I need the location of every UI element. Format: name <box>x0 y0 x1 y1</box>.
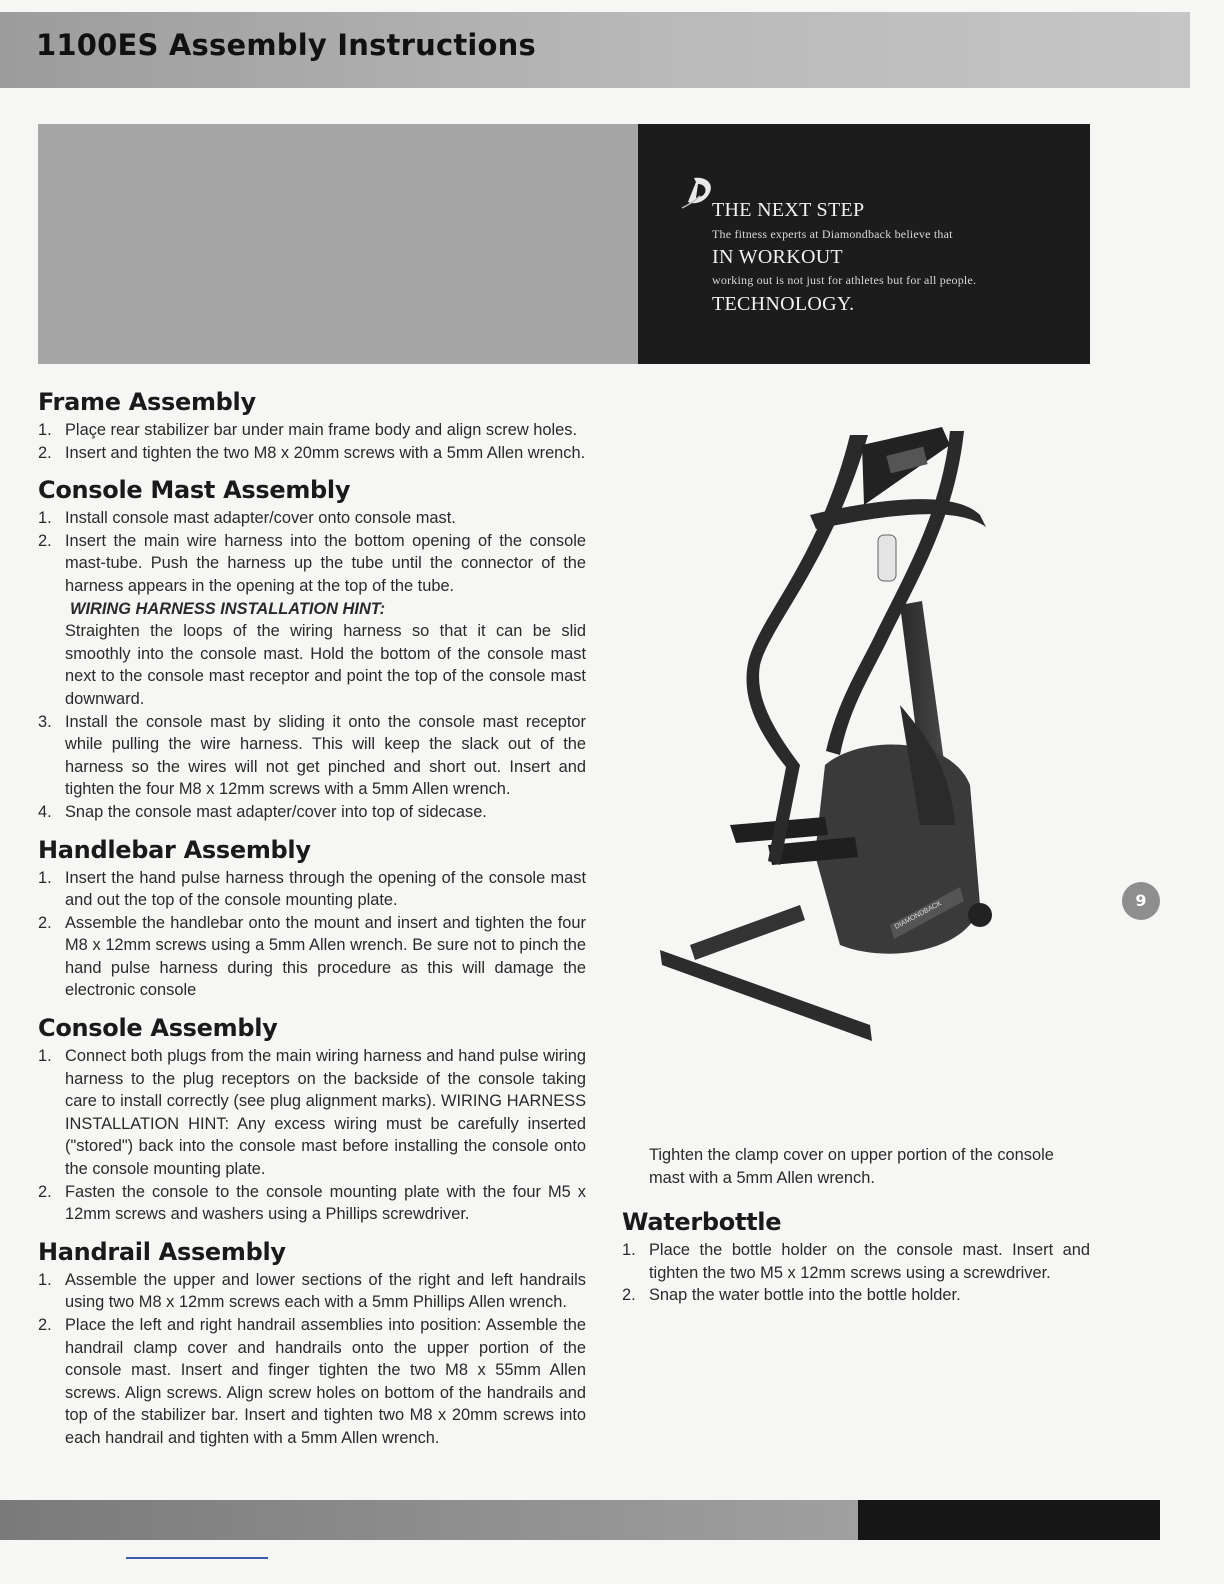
page-number-badge: 9 <box>1122 882 1160 920</box>
step-number: 2. <box>38 443 52 462</box>
hint-title: WIRING HARNESS INSTALLATION HINT: <box>70 599 386 618</box>
handrail-assembly-section <box>38 1238 586 1450</box>
step-number: 1. <box>38 421 52 439</box>
hint-text: Straighten the loops of the wiring harness so that it can be slid smoothly into the console mast. Hold the bottom of the console mast next to the console mast receptor and point the top of the console mast downward. <box>65 622 586 708</box>
section-title: Console Mast Assembly <box>38 476 351 505</box>
list-item: 2. Fasten the console to the console mounting plate with the four M5 x 12mm screws and washers using a Phillips screwdriver. <box>38 1182 586 1224</box>
section-title: Console Assembly <box>38 1014 278 1043</box>
footer-bar <box>0 1500 858 1540</box>
list-item: 2. Snap the water bottle into the bottle holder. <box>622 1284 1090 1307</box>
list-item: 4. Snap the console mast adapter/cover into top of sidecase. <box>38 801 586 824</box>
waterbottle-section <box>622 1208 1090 1307</box>
banner-sub-2: working out is not just for athletes but for all people. <box>712 273 977 287</box>
banner-dark-panel <box>638 124 1090 364</box>
handlebar-assembly-section <box>38 836 586 1003</box>
section-title: Frame Assembly <box>38 388 256 416</box>
list-item: 1. Insert the hand pulse harness through the opening of the console mast and out the top of the console mounting plate. <box>38 868 586 910</box>
list-item: 2. Insert the main wire harness into the bottom opening of the console mast-tube. Push the harness up the tube until the connector of the harness appears in the opening at the top of the tube. WIRING HARNESS INSTALLATION HINT: Straighten the loops of the wiring harness so that it can be slid smoothly into the console mast. Hold the bottom of the console mast next to the console mast receptor and point the top of the console mast downward. <box>38 531 586 708</box>
banner-sub-1: The fitness experts at Diamondback believe that <box>712 227 953 241</box>
handrail-continued-text: Tighten the clamp cover on upper portion of the console mast with a 5mm Allen wrench. <box>649 1146 1054 1187</box>
list-item: 1. Place the bottle holder on the console mast. Insert and tighten the two M5 x 12mm screws using a screwdriver. <box>622 1241 1090 1282</box>
frame-assembly-section <box>38 388 586 464</box>
list-item: 1. Plaçe rear stabilizer bar under main frame body and align screw holes. <box>38 419 586 442</box>
step-number: 2. <box>38 913 52 932</box>
list-item: 2. Insert and tighten the two M8 x 20mm screws with a 5mm Allen wrench. <box>38 442 586 465</box>
step-number: 3. <box>38 712 52 731</box>
step-number: 2. <box>38 531 52 550</box>
console-assembly-section <box>38 1014 586 1226</box>
banner-line-1: THE NEXT STEP <box>712 199 865 221</box>
list-item: 1. Assemble the upper and lower sections of the right and left handrails using two M8 x 12mm screws each with a 5mm Phillips Allen wrench. <box>38 1270 586 1312</box>
right-column <box>622 1144 1090 1319</box>
step-number: 1. <box>38 868 52 887</box>
list-item: 1. Install console mast adapter/cover onto console mast. <box>38 507 586 530</box>
stepper-machine-illustration <box>650 405 1110 1065</box>
list-item: 3. Install the console mast by sliding it onto the console mast receptor while pulling the wire harness. This will keep the slack out of the harness so the wires will not get pinched and short out. Insert and tighten the four M8 x 12mm screws with a 5mm Allen wrench. <box>38 712 586 799</box>
brand-label: DIAMONDBACK <box>893 900 943 931</box>
list-item: 2. Assemble the handlebar onto the mount and insert and tighten the four M8 x 12mm screws using a 5mm Allen wrench. Be sure not to pinch the hand pulse harness during this procedure as this will damage the electronic console <box>38 913 586 1000</box>
footer-dark-bar <box>858 1500 1160 1540</box>
list-item: 1. Connect both plugs from the main wiring harness and hand pulse wiring harness to the plug receptors on the backside of the console taking care to install correctly (see plug alignment marks). WIRING HARNESS INSTALLATION HINT: Any excess wiring must be carefully inserted ("stored") back into the console mast before installing the console onto the console mounting plate. <box>38 1047 586 1179</box>
page-title: 1100ES Assembly Instructions <box>36 28 536 62</box>
step-number: 1. <box>38 509 52 528</box>
left-column <box>38 388 586 1462</box>
banner-line-2: IN WORKOUT <box>712 246 843 268</box>
step-number: 2. <box>622 1286 636 1305</box>
step-number: 1. <box>38 1047 52 1066</box>
section-title: Handlebar Assembly <box>38 835 311 864</box>
list-item: 2. Place the left and right handrail assemblies into position: Assemble the handrail clamp cover and handrails onto the upper portion of the console mast. Insert and finger tighten the two M8 x 55mm Allen screws. Align screws. Align screw holes on bottom of the handrails and top of the stabilizer bar. Insert and tighten two M8 x 20mm screws into each handrail and tighten with a 5mm Allen wrench. <box>38 1316 586 1447</box>
step-number: 2. <box>38 1316 52 1334</box>
step-number: 2. <box>38 1182 52 1201</box>
banner-gray-panel <box>38 124 638 364</box>
section-title: Handrail Assembly <box>38 1237 286 1266</box>
footer-divider <box>126 1557 268 1559</box>
banner-line-3: TECHNOLOGY. <box>712 293 855 315</box>
step-number: 4. <box>38 802 52 821</box>
section-title: Waterbottle <box>622 1208 782 1236</box>
step-number: 1. <box>622 1241 636 1259</box>
console-mast-assembly-section <box>38 476 586 823</box>
step-number: 1. <box>38 1270 52 1289</box>
